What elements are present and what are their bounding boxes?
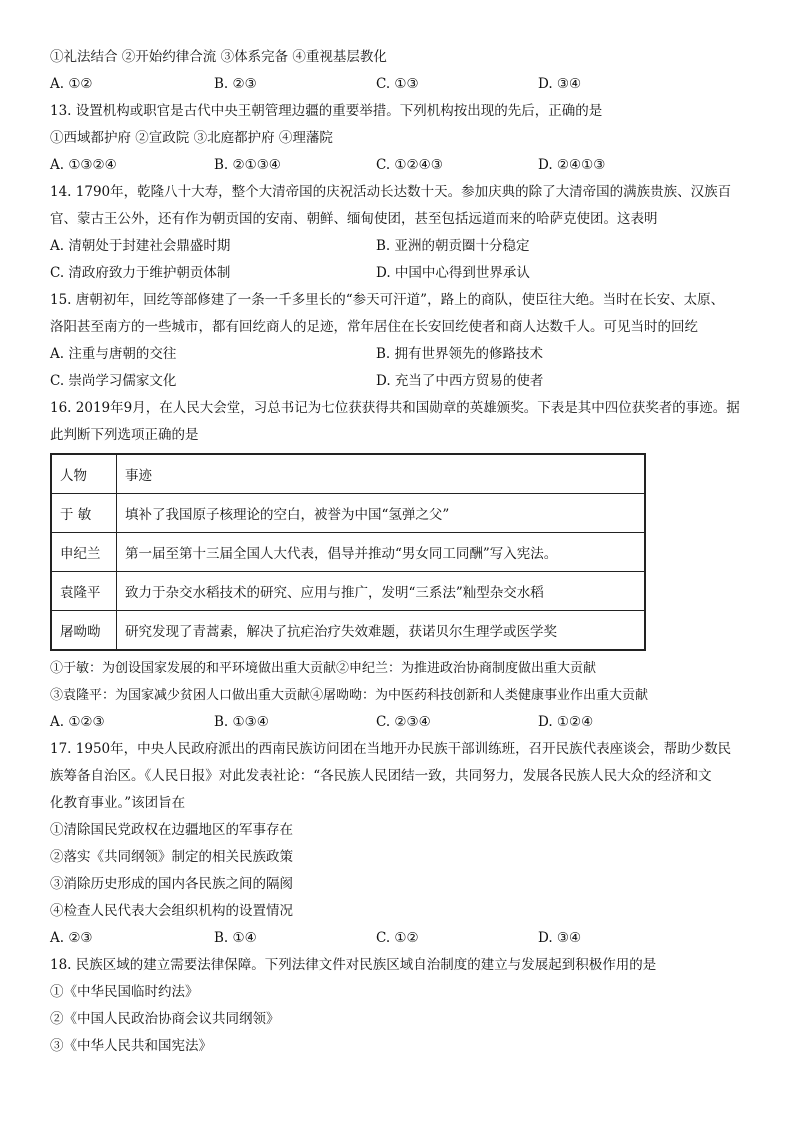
q15-option-d[interactable]: D. 充当了中西方贸易的使者 bbox=[376, 373, 544, 389]
q15-options-row-1 bbox=[50, 341, 750, 368]
q13-option-a[interactable]: A. ①③②④ bbox=[50, 157, 117, 173]
q18-statement-1: ①《中华民国临时约法》 bbox=[50, 984, 199, 1000]
q15-options-row-2 bbox=[50, 368, 750, 395]
q17-options bbox=[50, 925, 750, 952]
q17-statement-4: ④检查人民代表大会组织机构的设置情况 bbox=[50, 903, 293, 919]
q16-note-2: ③袁隆平：为国家减少贫困人口做出重大贡献④屠呦呦：为中医药科技创新和人类健康事业作出重大贡献 bbox=[50, 688, 649, 703]
q14-options-row-1 bbox=[50, 233, 750, 260]
q13-statements: ①西域都护府 ②宣政院 ③北庭都护府 ④理藩院 bbox=[50, 130, 333, 146]
table-cell-deeds: 致力于杂交水稻技术的研究、应用与推广，发明“三系法”籼型杂交水稻 bbox=[117, 572, 646, 611]
q17-stem-line-1: 17. 1950年，中央人民政府派出的西南民族访问团在当地开办民族干部训练班，召开民族代表座谈会，帮助少数民 bbox=[50, 741, 732, 757]
table-row bbox=[51, 494, 645, 533]
q17-option-a[interactable]: A. ②③ bbox=[50, 930, 93, 946]
q15-option-c[interactable]: C. 崇尚学习儒家文化 bbox=[50, 373, 177, 389]
q18-statement-2: ②《中国人民政治协商会议共同纲领》 bbox=[50, 1011, 280, 1027]
table-cell-deeds: 填补了我国原子核理论的空白，被誉为中国“氢弹之父” bbox=[117, 494, 646, 533]
q13-option-d[interactable]: D. ②④①③ bbox=[538, 157, 606, 173]
table-header-row bbox=[51, 454, 645, 494]
q14-option-d[interactable]: D. 中国中心得到世界承认 bbox=[376, 265, 530, 281]
q16-option-d[interactable]: D. ①②④ bbox=[538, 714, 594, 730]
q17-statement-1: ①清除国民党政权在边疆地区的军事存在 bbox=[50, 822, 293, 838]
q12-statements: ①礼法结合 ②开始约律合流 ③体系完备 ④重视基层教化 bbox=[50, 49, 387, 65]
table-row bbox=[51, 611, 645, 651]
q17-statement-2: ②落实《共同纲领》制定的相关民族政策 bbox=[50, 849, 293, 865]
table-row bbox=[51, 533, 645, 572]
q17-statement-3: ③消除历史形成的国内各民族之间的隔阂 bbox=[50, 876, 293, 892]
table-cell-person: 屠呦呦 bbox=[51, 611, 117, 651]
q14-option-a[interactable]: A. 清朝处于封建社会鼎盛时期 bbox=[50, 238, 231, 254]
q16-option-a[interactable]: A. ①②③ bbox=[50, 714, 105, 730]
table-cell-person: 于 敏 bbox=[51, 494, 117, 533]
q18-stem: 18. 民族区域的建立需要法律保障。下列法律文件对民族区域自治制度的建立与发展起到积极作用的是 bbox=[50, 957, 657, 973]
table-row bbox=[51, 572, 645, 611]
table-header-person: 人物 bbox=[51, 454, 117, 494]
q15-stem-line-2: 洛阳甚至南方的一些城市，都有回纥商人的足迹，常年居住在长安回纥使者和商人达数千人。可见当时的回纥 bbox=[50, 319, 698, 335]
table-cell-deeds: 研究发现了青蒿素，解决了抗疟治疗失效难题，获诺贝尔生理学或医学奖 bbox=[117, 611, 646, 651]
q16-stem-line-2: 此判断下列选项正确的是 bbox=[50, 427, 199, 443]
q13-option-b[interactable]: B. ②①③④ bbox=[214, 157, 281, 173]
q12-option-c[interactable]: C. ①③ bbox=[376, 76, 419, 92]
table-cell-person: 袁隆平 bbox=[51, 572, 117, 611]
q13-stem: 13. 设置机构或职官是古代中央王朝管理边疆的重要举措。下列机构按出现的先后，正确的是 bbox=[50, 103, 603, 119]
q12-option-a[interactable]: A. ①② bbox=[50, 76, 93, 92]
q16-stem-line-1: 16. 2019年9月，在人民大会堂，习总书记为七位获获得共和国勋章的英雄颁奖。下表是其中四位获奖者的事迹。据 bbox=[50, 400, 740, 416]
q17-option-b[interactable]: B. ①④ bbox=[214, 930, 257, 946]
q12-option-b[interactable]: B. ②③ bbox=[214, 76, 257, 92]
q13-option-c[interactable]: C. ①②④③ bbox=[376, 157, 443, 173]
q14-stem-line-2: 官、蒙古王公外，还有作为朝贡国的安南、朝鲜、缅甸使团，甚至包括远道而来的哈萨克使团。这表明 bbox=[50, 211, 658, 227]
q13-options bbox=[50, 152, 750, 179]
q18-statement-3: ③《中华人民共和国宪法》 bbox=[50, 1038, 212, 1054]
exam-page bbox=[50, 44, 750, 1060]
q17-stem-line-3: 化教育事业。”该团旨在 bbox=[50, 795, 186, 811]
q16-option-b[interactable]: B. ①③④ bbox=[214, 714, 269, 730]
q14-option-b[interactable]: B. 亚洲的朝贡圈十分稳定 bbox=[376, 238, 530, 254]
q14-stem-line-1: 14. 1790年，乾隆八十大寿，整个大清帝国的庆祝活动长达数十天。参加庆典的除了大清帝国的满族贵族、汉族百 bbox=[50, 184, 732, 200]
q17-option-d[interactable]: D. ③④ bbox=[538, 930, 582, 946]
q15-option-a[interactable]: A. 注重与唐朝的交往 bbox=[50, 346, 177, 362]
table-cell-deeds: 第一届至第十三届全国人大代表，倡导并推动“男女同工同酬”写入宪法。 bbox=[117, 533, 646, 572]
q17-stem-line-2: 族筹备自治区。《人民日报》对此发表社论：“各民族人民团结一致，共同努力，发展各民族人民大众的经济和文 bbox=[50, 768, 712, 784]
q16-option-c[interactable]: C. ②③④ bbox=[376, 714, 431, 730]
table-cell-person: 申纪兰 bbox=[51, 533, 117, 572]
q12-options bbox=[50, 71, 750, 98]
q15-stem-line-1: 15. 唐朝初年，回纥等部修建了一条一千多里长的“参天可汗道”，路上的商队，使臣往大绝。当时在长安、太原、 bbox=[50, 292, 725, 308]
q15-option-b[interactable]: B. 拥有世界领先的修路技术 bbox=[376, 346, 544, 362]
q17-option-c[interactable]: C. ①② bbox=[376, 930, 419, 946]
q14-option-c[interactable]: C. 清政府致力于维护朝贡体制 bbox=[50, 265, 231, 281]
q12-option-d[interactable]: D. ③④ bbox=[538, 76, 582, 92]
table-header-deeds: 事迹 bbox=[117, 454, 646, 494]
q16-note-1: ①于敏：为创设国家发展的和平环境做出重大贡献②申纪兰：为推进政治协商制度做出重大贡献 bbox=[50, 661, 597, 676]
q16-deeds-table bbox=[50, 453, 646, 651]
q14-options-row-2 bbox=[50, 260, 750, 287]
q16-options bbox=[50, 709, 750, 736]
